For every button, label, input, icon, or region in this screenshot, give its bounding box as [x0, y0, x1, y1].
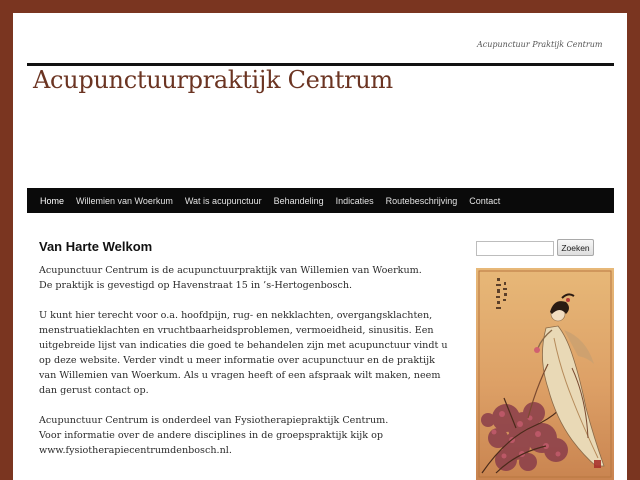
nav-item-indicaties[interactable]: Indicaties: [335, 195, 374, 206]
nav-item-wat-is-acupunctuur[interactable]: Wat is acupunctuur: [184, 195, 262, 206]
search-button[interactable]: Zoeken: [557, 239, 594, 256]
main-content: [39, 263, 449, 473]
nav-item-contact[interactable]: Contact: [469, 195, 501, 206]
site-tagline: Acupunctuur Praktijk Centrum: [477, 40, 603, 49]
nav-item-behandeling[interactable]: Behandeling: [273, 195, 324, 206]
main-nav: [27, 188, 614, 213]
site-title[interactable]: Acupunctuurpraktijk Centrum: [33, 66, 393, 94]
indications-paragraph: U kunt hier terecht voor o.a. hoofdpijn, rug- en nekklachten, overgangsklachten, menstruatieklachten en vruchtbaarheidsproblemen, vermoeidheid, sinusitis. Een uitgebreide lijst van indicaties die goed te behandelen zijn met acupunctuur vindt u op deze website. Verder vindt u meer informatie over acupunctuur en de praktijk van Willemien van Woerkum. Als u vragen heeft of een afspraak wilt maken, neem dan gerust contact op.: [39, 310, 448, 396]
nav-item-routebeschrijving[interactable]: Routebeschrijving: [385, 195, 458, 206]
group-line-1: Acupunctuur Centrum is onderdeel van Fysiotherapiepraktijk Centrum.: [39, 415, 389, 426]
group-website-link[interactable]: www.fysiotherapiecentrumdenbosch.nl.: [39, 445, 232, 456]
nav-item-willemien[interactable]: Willemien van Woerkum: [76, 195, 173, 206]
intro-line-1: Acupunctuur Centrum is de acupunctuurpraktijk van Willemien van Woerkum.: [39, 265, 422, 276]
intro-line-2: De praktijk is gevestigd op Havenstraat 15 in ’s-Hertogenbosch.: [39, 280, 353, 291]
page-heading: Van Harte Welkom: [39, 239, 153, 254]
group-line-2: Voor informatie over de andere disciplines in de groepspraktijk kijk op: [39, 430, 384, 441]
page: [13, 13, 627, 480]
search-input[interactable]: [476, 241, 554, 256]
intro-paragraph: [39, 263, 449, 293]
nav-item-home[interactable]: Home: [40, 195, 65, 206]
chinese-painting-icon: [476, 268, 614, 480]
group-practice-paragraph: [39, 413, 449, 458]
